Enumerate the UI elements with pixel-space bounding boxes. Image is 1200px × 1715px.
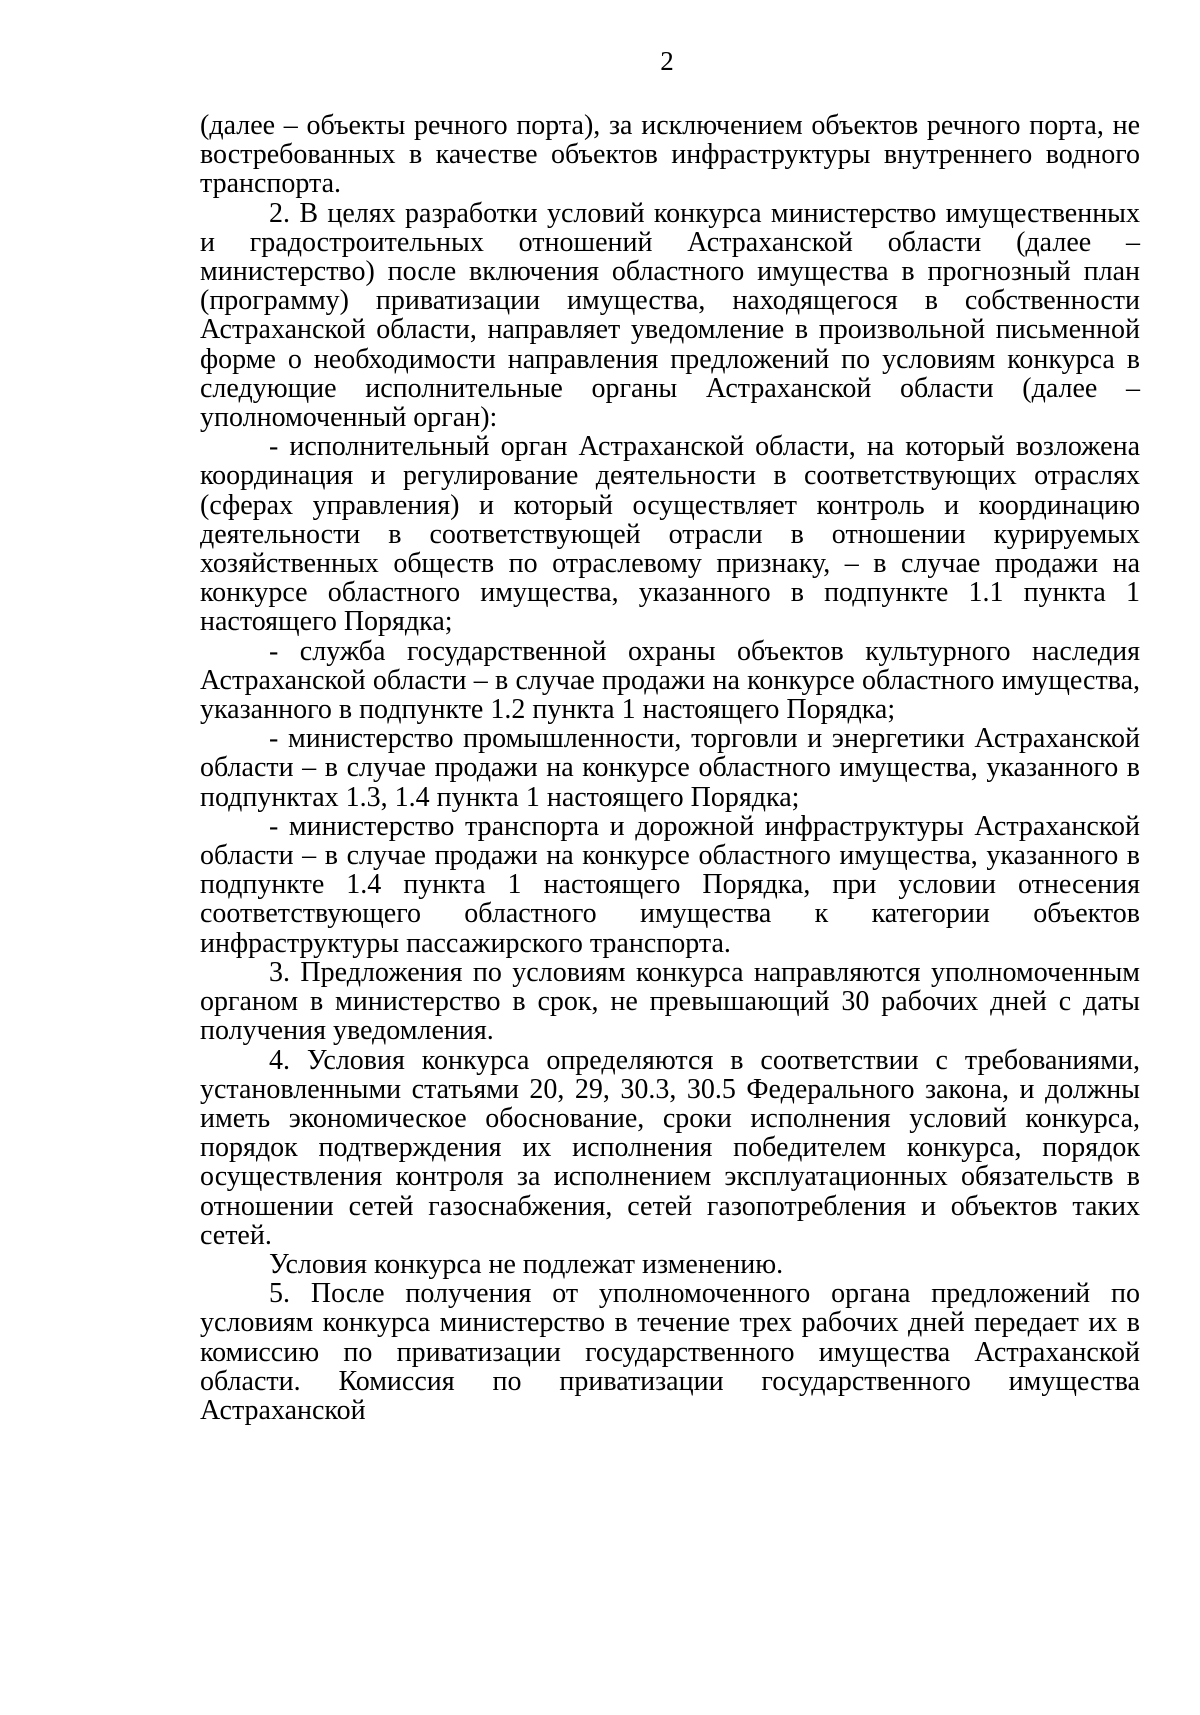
paragraph-dash-heritage-service: - служба государственной охраны объектов культурного наследия Астраханской области – в случае продажи на конкурсе областного имущества, указанного в подпункте 1.2 пункта 1 настоящего Порядка;: [200, 635, 1140, 726]
page-number: 2: [660, 46, 674, 76]
paragraph-continuation: (далее – объекты речного порта), за исключением объектов речного порта, не востребованных в качестве объектов инфраструктуры внутреннего водного транспорта.: [200, 110, 1140, 200]
paragraph-item-5: 5. После получения от уполномоченного органа предложений по условиям конкурса министерство в течение трех рабочих дней передает их в комиссию по приватизации государственного имущества Астраханской области. Комиссия по приватизации государственного имущества Астраханской: [200, 1278, 1140, 1426]
paragraph-conditions-unchangeable: Условия конкурса не подлежат изменению.: [269, 1248, 784, 1280]
paragraph-item-4: 4. Условия конкурса определяются в соответствии с требованиями, установленными статьями 20, 29, 30.3, 30.5 Федерального закона, и должны иметь экономическое обоснование, сроки исполнения условий конкурса, порядок подтверждения их исполнения победителем конкурса, порядок осуществления контроля за исполнением эксплуатационных обязательств в отношении сетей газоснабжения, сетей газопотребления и объектов таких сетей.: [200, 1044, 1140, 1251]
paragraph-dash-transport-ministry: - министерство транспорта и дорожной инфраструктуры Астраханской области – в случае продажи на конкурсе областного имущества, указанного в подпункте 1.4 пункта 1 настоящего Порядка, при условии отнесения соответствующего областного имущества к категории объектов инфраструктуры пассажирского транспорта.: [200, 810, 1140, 959]
paragraph-item-3: 3. Предложения по условиям конкурса направляются уполномоченным органом в министерство в срок, не превышающий 30 рабочих дней с даты получения уведомления.: [200, 956, 1140, 1047]
paragraph-dash-industry-ministry: - министерство промышленности, торговли и энергетики Астраханской области – в случае продажи на конкурсе областного имущества, указанного в подпунктах 1.3, 1.4 пункта 1 настоящего Порядка;: [200, 723, 1140, 813]
paragraph-item-2: 2. В целях разработки условий конкурса министерство имущественных и градостроительных отношений Астраханской области (далее – министерство) после включения областного имущества в прогнозный план (программу) приватизации имущества, находящегося в собственности Астраханской области, направляет уведомление в произвольной письменной форме о необходимости направления предложений по условиям конкурса в следующие исполнительные органы Астраханской области (далее – уполномоченный орган):: [200, 197, 1140, 434]
document-body: [200, 111, 1140, 1425]
paragraph-dash-executive-body: - исполнительный орган Астраханской области, на который возложена координация и регулирование деятельности в соответствующих отраслях (сферах управления) и который осуществляет контроль и координацию деятельности в соответствующей отрасли в отношении курируемых хозяйственных обществ по отраслевому признаку, – в случае продажи на конкурсе областного имущества, указанного в подпункте 1.1 пункта 1 настоящего Порядка;: [200, 431, 1140, 638]
